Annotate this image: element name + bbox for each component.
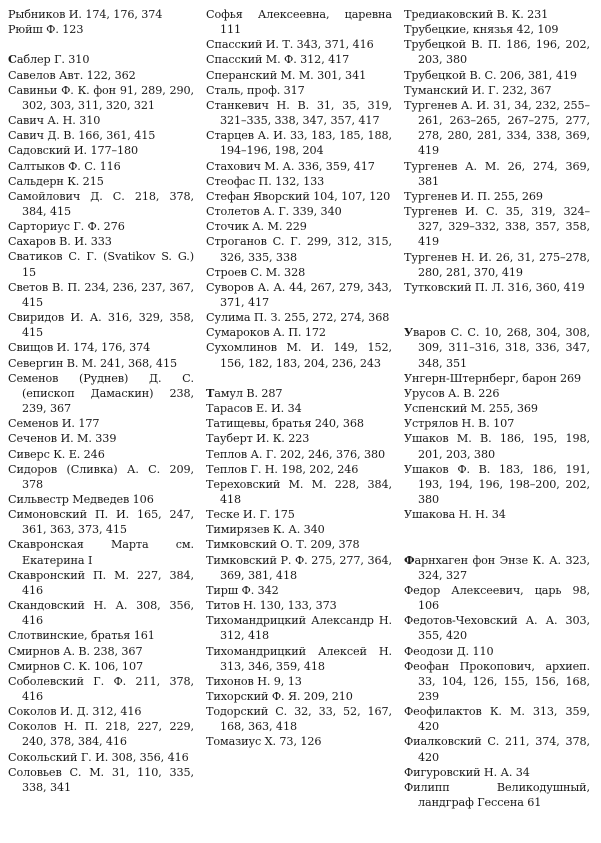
- index-entry: Феофилактов К. М. 313, 359, 420: [404, 705, 590, 734]
- index-entry: Севергин В. М. 241, 368, 415: [8, 356, 177, 370]
- index-entry: Свиридов И. А. 316, 329, 358, 415: [8, 311, 194, 340]
- index-entry: Сточик А. М. 229: [206, 220, 307, 234]
- index-entry: Урусов А. В. 226: [404, 386, 500, 400]
- index-entry: Савиньи Ф. К. фон 91, 289, 290, 302, 303, 311, 320, 321: [8, 83, 194, 112]
- index-entry: Строганов С. Г. 299, 312, 315, 326, 335, 338: [206, 235, 392, 264]
- index-entry: Феодози Д. 110: [404, 644, 494, 658]
- index-entry: Соколов Н. П. 218, 227, 229, 240, 378, 384, 416: [8, 720, 194, 749]
- index-entry: Тургенев И. С. 35, 319, 324–327, 329–332, 338, 357, 358, 419: [404, 205, 590, 249]
- index-entry: Фигуровский Н. А. 34: [404, 765, 530, 779]
- index-entry: Фиалковский С. 211, 374, 378, 420: [404, 735, 590, 764]
- index-entry: Садовский И. 177–180: [8, 144, 139, 158]
- index-entry: Савич Д. В. 166, 361, 415: [8, 129, 156, 143]
- index-entry: Строев С. М. 328: [206, 265, 306, 279]
- index-entry: Тихомандрицкий Алексей Н. 313, 346, 359, 418: [206, 644, 392, 673]
- index-entry: Смирнов А. В. 238, 367: [8, 644, 143, 658]
- index-entry: Сарториус Г. Ф. 276: [8, 220, 125, 234]
- index-entry: Стефан Яворский 104, 107, 120: [206, 189, 391, 203]
- index-entry: Суворов А. А. 44, 267, 279, 343, 371, 417: [206, 280, 392, 309]
- index-entry: Светов В. П. 234, 236, 237, 367, 415: [8, 280, 194, 309]
- index-entry: Тургенев Н. И. 26, 31, 275–278, 280, 281, 370, 419: [404, 250, 590, 279]
- index-entry: Теске И. Г. 175: [206, 508, 295, 522]
- index-entry: Скандовский Н. А. 308, 356, 416: [8, 599, 194, 628]
- index-entry: Старцев А. И. 33, 183, 185, 188, 194–196, 198, 204: [206, 129, 392, 158]
- index-entry: Титов Н. 130, 133, 373: [206, 599, 337, 613]
- index-entry: Смирнов С. К. 106, 107: [8, 659, 143, 673]
- index-entry: Тимковский О. Т. 209, 378: [206, 538, 360, 552]
- index-entry: Филипп Великодушный, ландграф Гессена 61: [404, 780, 590, 810]
- index-entry: Соловьев С. М. 31, 110, 335, 338, 341: [8, 765, 194, 794]
- index-entry: Туманский И. Г. 232, 367: [404, 83, 552, 97]
- index-entry: Федотов-Чеховский А. А. 303, 355, 420: [404, 614, 590, 643]
- index-entry: Тургенев А. М. 26, 274, 369, 381: [404, 159, 590, 188]
- index-entry: Симоновский П. И. 165, 247, 361, 363, 373, 415: [8, 508, 194, 537]
- index-column-2: [206, 7, 392, 750]
- index-entry: Скавронская Марта см. Екатерина I: [8, 538, 194, 567]
- index-entry: Тургенев И. П. 255, 269: [404, 189, 543, 203]
- index-entry: Семенов (Руднев) Д. С. (епископ Дамаскин) 238, 239, 367: [8, 371, 194, 416]
- index-entry: Стахович М. А. 336, 359, 417: [206, 159, 375, 173]
- index-entry: Рюйш Ф. 123: [8, 23, 84, 37]
- index-entry: Савелов Авт. 122, 362: [8, 68, 136, 82]
- index-entry: Тирш Ф. 342: [206, 583, 279, 597]
- index-entry: Сеченов И. М. 339: [8, 432, 117, 446]
- index-entry: Свищов И. 174, 176, 374: [8, 341, 151, 355]
- index-entry: Сокольский Г. И. 308, 356, 416: [8, 750, 189, 764]
- index-entry: Ушаков М. В. 186, 195, 198, 201, 203, 380: [404, 432, 590, 461]
- index-entry: Теплов А. Г. 202, 246, 376, 380: [206, 447, 385, 461]
- index-entry: Сальдерн К. 215: [8, 174, 104, 188]
- index-entry: Федор Алексеевич, царь 98, 106: [404, 583, 590, 613]
- index-entry: Сватиков С. Г. (Svatikov S. G.) 15: [8, 250, 194, 279]
- index-entry: Тереховский М. М. 228, 384, 418: [206, 477, 392, 506]
- index-entry: Тихомандрицкий Александр Н. 312, 418: [206, 614, 392, 643]
- index-entry: Станкевич Н. В. 31, 35, 319, 321–335, 338, 347, 357, 417: [206, 98, 392, 128]
- index-entry: Сиверс К. Е. 246: [8, 447, 105, 461]
- index-entry: Тодорский С. 32, 33, 52, 167, 168, 363, 418: [206, 705, 392, 734]
- index-entry: Сильвестр Медведев 106: [8, 492, 154, 506]
- index-column-1: [8, 7, 194, 795]
- index-entry: Ушакова Н. Н. 34: [404, 508, 506, 522]
- index-entry: Фарнхаген фон Энзе К. А. 323, 324, 327: [404, 552, 590, 582]
- index-entry: Столетов А. Г. 339, 340: [206, 205, 342, 219]
- index-entry: Салтыков Ф. С. 116: [8, 159, 121, 173]
- index-entry: Томазиус Х. 73, 126: [206, 735, 322, 749]
- index-entry: Ушаков Ф. В. 183, 186, 191, 193, 194, 196, 198–200, 202, 380: [404, 462, 590, 506]
- index-entry: Успенский М. 255, 369: [404, 402, 538, 416]
- index-entry: Сулима П. З. 255, 272, 274, 368: [206, 311, 390, 325]
- index-entry: Тихорский Ф. Я. 209, 210: [206, 690, 353, 704]
- index-entry: Унгерн-Штернберг, барон 269: [404, 371, 582, 385]
- index-entry: Тредиаковский В. К. 231: [404, 8, 549, 21]
- index-entry: Спасский И. Т. 343, 371, 416: [206, 38, 374, 52]
- index-entry: Тарасов Е. И. 34: [206, 402, 302, 416]
- index-entry: Феофан Прокопович, архиеп. 33, 104, 126, 155, 156, 168, 239: [404, 659, 590, 703]
- index-entry: Тургенев А. И. 31, 34, 232, 255–261, 263–265, 267–275, 277, 278, 280, 281, 334, 338, 369, 419: [404, 98, 590, 158]
- index-entry: Сахаров В. И. 333: [8, 235, 112, 249]
- index-entry: Сперанский М. М. 301, 341: [206, 68, 367, 82]
- index-entry: Уваров С. С. 10, 268, 304, 308, 309, 311–316, 318, 336, 347, 348, 351: [404, 325, 590, 370]
- index-entry: Спасский М. Ф. 312, 417: [206, 53, 350, 67]
- index-entry: Тамул В. 287: [206, 385, 283, 400]
- index-entry: Трубецкой В. П. 186, 196, 202, 203, 380: [404, 38, 590, 67]
- index-entry: Трубецкой В. С. 206, 381, 419: [404, 68, 577, 82]
- index-entry: Софья Алексеевна, царевна 111: [206, 8, 392, 37]
- index-entry: Соболевский Г. Ф. 211, 378, 416: [8, 674, 194, 704]
- index-entry: Скавронский П. М. 227, 384, 416: [8, 568, 194, 597]
- index-entry: Тимковский Р. Ф. 275, 277, 364, 369, 381, 418: [206, 553, 392, 582]
- index-entry: Саблер Г. 310: [8, 52, 90, 67]
- index-entry: Семенов И. 177: [8, 417, 100, 431]
- index-entry: Татищевы, братья 240, 368: [206, 417, 364, 431]
- index-entry: Сумароков А. П. 172: [206, 326, 326, 340]
- index-entry: Рыбников И. 174, 176, 374: [8, 8, 163, 21]
- index-column-3: [404, 7, 590, 810]
- index-entry: Слотвинские, братья 161: [8, 629, 155, 643]
- index-entry: Стеофас П. 132, 133: [206, 174, 325, 188]
- index-entry: Теплов Г. Н. 198, 202, 246: [206, 462, 359, 476]
- index-entry: Тихонов Н. 9, 13: [206, 674, 302, 688]
- index-entry: Самойлович Д. С. 218, 378, 384, 415: [8, 189, 194, 219]
- index-entry: Сталь, проф. 317: [206, 83, 305, 97]
- index-entry: Соколов И. Д. 312, 416: [8, 705, 142, 719]
- index-entry: Трубецкие, князья 42, 109: [404, 23, 559, 37]
- index-entry: Сидоров (Сливка) А. С. 209, 378: [8, 462, 194, 491]
- index-entry: Тимирязев К. А. 340: [206, 523, 325, 537]
- index-entry: Сухомлинов М. И. 149, 152, 156, 182, 183, 204, 236, 243: [206, 341, 392, 370]
- index-entry: Савич А. Н. 310: [8, 114, 101, 128]
- index-entry: Тауберт И. К. 223: [206, 432, 310, 446]
- index-entry: Тутковский П. Л. 316, 360, 419: [404, 280, 585, 294]
- index-entry: Устрялов Н. В. 107: [404, 417, 515, 431]
